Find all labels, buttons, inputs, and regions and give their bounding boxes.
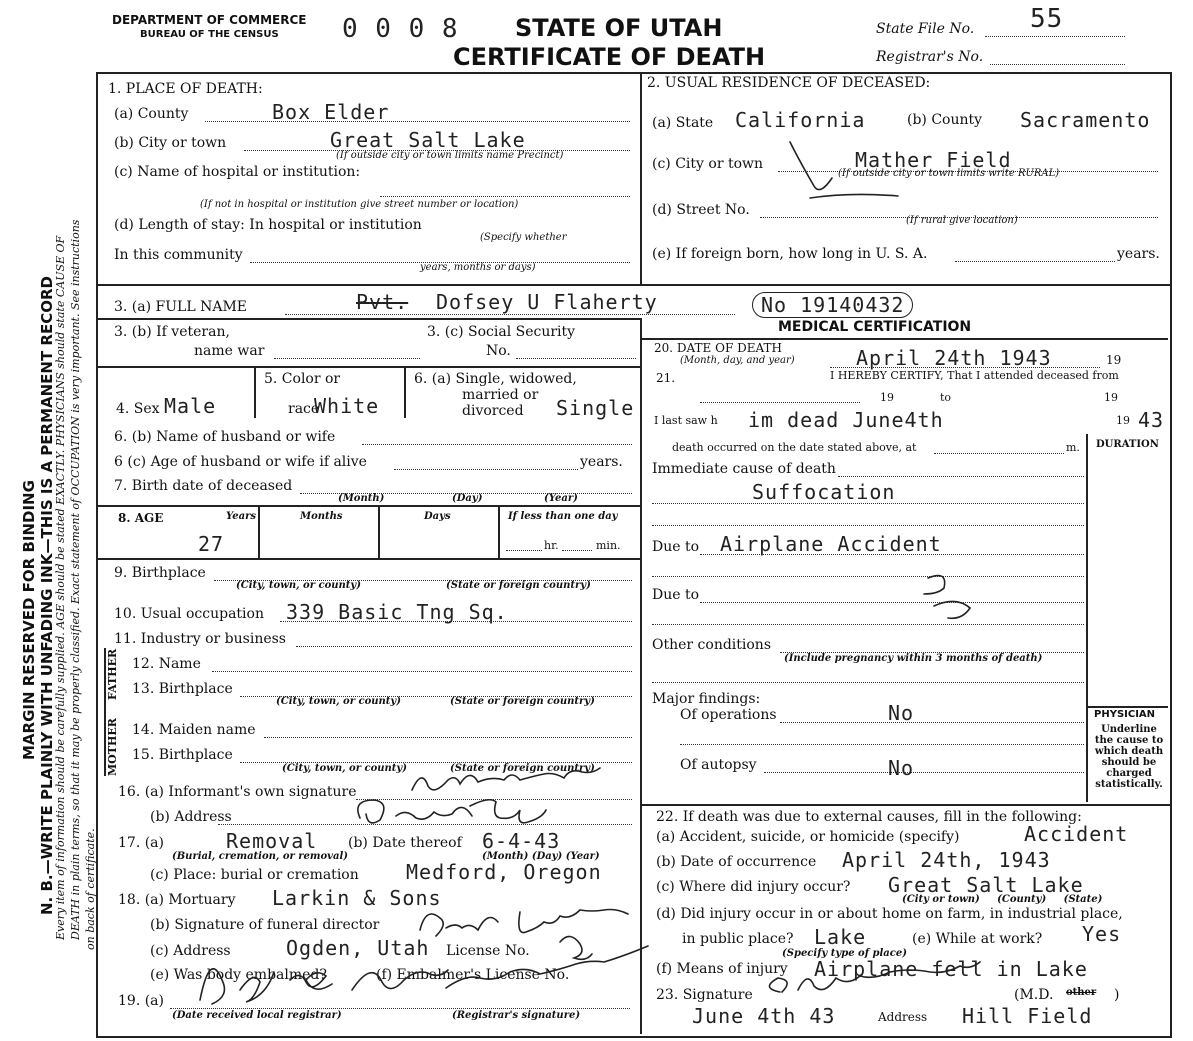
full-name-label: 3. (a) FULL NAME [114, 299, 247, 315]
burial-date-value: 6-4-43 [482, 829, 561, 853]
spouse-age-label: 6 (c) Age of husband or wife if alive [114, 454, 367, 470]
public-place-label: in public place? [682, 931, 794, 947]
margin-instructions-2: DEATH in plain terms, so that it may be properly classified. Exact statement of OCCUPATION is very important. See instructions [69, 219, 82, 940]
margin-instructions-1: Every item of information should be carefully supplied. AGE should be stated EXACTLY. PHYSICIANS should state CAUSE OF [54, 235, 67, 940]
res-street-note: (If rural give location) [906, 215, 1018, 226]
burial-note: (Burial, cremation, or removal) [172, 851, 348, 862]
state-file-label: State File No. [876, 21, 975, 37]
attend-to: to [940, 391, 952, 404]
birthplace-city-note: (City, town, or county) [236, 580, 361, 591]
father-birthplace-label: 13. Birthplace [132, 681, 233, 697]
form-serial: 0 0 0 8 [342, 14, 459, 44]
mother-birthplace-label: 15. Birthplace [132, 747, 233, 763]
birth-date-label: 7. Birth date of deceased [114, 478, 293, 494]
means-label: (f) Means of injury [656, 961, 788, 977]
attend-19b: 19 [1104, 391, 1118, 404]
pregnancy-note: (Include pregnancy within 3 months of death) [784, 653, 1043, 664]
death-occurred-m: m. [1066, 441, 1080, 454]
father-label: FATHER [106, 648, 119, 700]
age-hr-label: hr. [544, 539, 559, 552]
mother-maiden-label: 14. Maiden name [132, 722, 256, 738]
certify-text: I HEREBY CERTIFY, That I attended deceased from [830, 369, 1119, 382]
due-to-1-value: Airplane Accident [720, 532, 942, 556]
res-foreign-years: years. [1117, 246, 1160, 262]
registrar-label: Registrar's No. [876, 49, 984, 65]
physician-label: PHYSICIAN [1094, 709, 1156, 720]
autopsy-value: No [888, 756, 915, 780]
death-occurred-label: death occurred on the date stated above, at [672, 441, 917, 454]
mortuary-value: Larkin & Sons [272, 886, 442, 910]
certificate-title: CERTIFICATE OF DEATH [453, 43, 766, 71]
occurrence-date-label: (b) Date of occurrence [656, 854, 817, 870]
full-name-value: Dofsey U Flaherty [436, 290, 658, 314]
physician-address-value: Hill Field [962, 1004, 1093, 1028]
birthplace-state-note: (State or foreign country) [446, 580, 591, 591]
due-to-1-label: Due to [652, 539, 700, 555]
md-close: ) [1114, 987, 1120, 1003]
where-note: (City or town) (County) (State) [902, 894, 1103, 905]
major-findings-label: Major findings: [652, 691, 761, 707]
res-state-label: (a) State [652, 115, 714, 131]
autopsy-label: Of autopsy [680, 757, 757, 773]
death-date-19: 19 [1106, 353, 1122, 367]
where-value: Great Salt Lake [888, 873, 1084, 897]
mother-label: MOTHER [106, 718, 119, 776]
res-street-label: (d) Street No. [652, 202, 750, 218]
father-birth-state-note: (State or foreign country) [450, 696, 595, 707]
occurrence-date-value: April 24th, 1943 [842, 848, 1051, 872]
res-county-label: (b) County [907, 112, 983, 128]
signature-label: 23. Signature [656, 987, 753, 1003]
public-place-value: Lake [814, 925, 867, 949]
accident-label: (a) Accident, suicide, or homicide (specify) [656, 829, 960, 845]
marital-label-1: 6. (a) Single, widowed, [414, 371, 577, 387]
sex-label: 4. Sex [116, 401, 160, 417]
burial-place-label: (c) Place: burial or cremation [150, 867, 359, 883]
embalmer-label: (f) Embalmer's License No. [376, 967, 570, 983]
age-min-label: min. [596, 539, 621, 552]
stay-specify-note: (Specify whether [480, 232, 567, 243]
res-foreign-label: (e) If foreign born, how long in U. S. A. [652, 246, 928, 262]
death-date-label: 20. DATE OF DEATH [654, 341, 782, 355]
means-value: Airplane fell in Lake [814, 957, 1088, 981]
informant-sig-label: 16. (a) Informant's own signature [118, 784, 357, 800]
registrar-row-label: 19. (a) [118, 993, 164, 1009]
death-city-note: (If outside city or town limits name Precinct) [336, 150, 564, 161]
serial-number-value: No 19140432 [752, 292, 913, 318]
death-date-value: April 24th 1943 [856, 346, 1052, 370]
occupation-label: 10. Usual occupation [114, 606, 264, 622]
due-to-2-label: Due to [652, 587, 700, 603]
director-sig-label: (b) Signature of funeral director [150, 917, 380, 933]
res-city-note: (If outside city or town limits write RURAL) [838, 168, 1060, 179]
margin-instructions-3: on back of certificate. [84, 828, 97, 950]
age-months-label: Months [300, 511, 343, 522]
age-years-label: Years [226, 511, 257, 522]
external-heading: 22. If death was due to external causes, fill in the following: [656, 809, 1082, 825]
industry-label: 11. Industry or business [114, 631, 286, 647]
race-value: White [314, 394, 380, 418]
death-date-note: (Month, day, and year) [680, 355, 795, 366]
mother-birth-state-note: (State or foreign country) [450, 763, 595, 774]
ss-no-label: No. [486, 343, 511, 359]
mother-birth-city-note: (City, town, or county) [282, 763, 407, 774]
physician-address-label: Address [878, 1010, 928, 1024]
community-note: years, months or days) [420, 262, 536, 273]
marital-label-2: married or [462, 387, 539, 403]
informant-address-label: (b) Address [150, 809, 232, 825]
residence-heading: 2. USUAL RESIDENCE OF DECEASED: [647, 75, 931, 91]
at-work-value: Yes [1082, 922, 1122, 946]
md-other: other [1066, 987, 1097, 998]
margin-binding-note: MARGIN RESERVED FOR BINDING [20, 480, 38, 760]
age-label: 8. AGE [118, 511, 164, 525]
sex-value: Male [164, 394, 217, 418]
burial-label: 17. (a) [118, 835, 164, 851]
spouse-age-years: years. [580, 454, 623, 470]
stay-label: (d) Length of stay: In hospital or institution [114, 217, 422, 233]
death-city-value: Great Salt Lake [330, 128, 526, 152]
age-days-label: Days [424, 511, 451, 522]
father-name-label: 12. Name [132, 656, 201, 672]
ss-label: 3. (c) Social Security [427, 324, 576, 340]
home-label: (d) Did injury occur in or about home on farm, in industrial place, [656, 906, 1123, 922]
duration-label: DURATION [1096, 439, 1159, 450]
age-less-label: If less than one day [508, 511, 618, 522]
place-type-note: (Specify type of place) [782, 948, 907, 959]
operations-label: Of operations [680, 707, 777, 723]
last-saw-label: I last saw h [654, 414, 718, 427]
color-label: 5. Color or [264, 371, 341, 387]
mortuary-label: 18. (a) Mortuary [118, 892, 236, 908]
father-birth-city-note: (City, town, or county) [276, 696, 401, 707]
marital-label-3: divorced [462, 403, 524, 419]
res-city-value: Mather Field [855, 148, 1012, 172]
burial-date-label: (b) Date thereof [348, 835, 462, 851]
birthplace-label: 9. Birthplace [114, 565, 206, 581]
state-file-value: 55 [1030, 4, 1064, 34]
state-heading: STATE OF UTAH [515, 14, 723, 42]
bureau-label: BUREAU OF THE CENSUS [140, 29, 279, 40]
hospital-label: (c) Name of hospital or institution: [114, 164, 361, 180]
last-saw-year: 43 [1138, 408, 1165, 432]
other-conditions-label: Other conditions [652, 637, 772, 653]
immediate-cause-label: Immediate cause of death [652, 461, 836, 477]
last-saw-19: 19 [1116, 414, 1130, 427]
burial-mdy-note: (Month) (Day) (Year) [482, 851, 600, 862]
certify-number: 21. [656, 371, 676, 385]
accident-value: Accident [1024, 822, 1129, 846]
birth-day-note: (Day) [452, 493, 483, 504]
burial-value: Removal [226, 829, 318, 853]
operations-value: No [888, 701, 915, 725]
dept-label: DEPARTMENT OF COMMERCE [112, 13, 307, 27]
at-work-label: (e) While at work? [912, 931, 1043, 947]
signature-date-value: June 4th 43 [692, 1004, 836, 1028]
marital-value: Single [556, 396, 635, 420]
where-label: (c) Where did injury occur? [656, 879, 851, 895]
physician-note: Underline the cause to which death should be charged statistically. [1094, 724, 1164, 790]
death-county-label: (a) County [114, 106, 189, 122]
spouse-name-label: 6. (b) Name of husband or wife [114, 429, 336, 445]
mortuary-address-value: Ogden, Utah [286, 936, 430, 960]
burial-place-value: Medford, Oregon [406, 860, 602, 884]
last-saw-value: im dead June4th [748, 408, 944, 432]
res-county-value: Sacramento [1020, 108, 1151, 132]
immediate-cause-value: Suffocation [752, 480, 896, 504]
margin-notice: N. B.—WRITE PLAINLY WITH UNFADING INK—THIS IS A PERMANENT RECORD [38, 276, 56, 915]
mortuary-address-label: (c) Address [150, 943, 231, 959]
medical-heading: MEDICAL CERTIFICATION [778, 319, 972, 335]
res-city-label: (c) City or town [652, 156, 764, 172]
place-of-death-heading: 1. PLACE OF DEATH: [108, 81, 263, 97]
community-label: In this community [114, 247, 243, 263]
attend-19: 19 [880, 391, 894, 404]
birth-year-note: (Year) [544, 493, 578, 504]
license-label: License No. [446, 943, 530, 959]
race-label: race [288, 401, 320, 417]
date-received-note: (Date received local registrar) [172, 1010, 342, 1021]
age-years-value: 27 [198, 532, 225, 556]
res-state-value: California [735, 108, 866, 132]
death-city-label: (b) City or town [114, 135, 227, 151]
hospital-note: (If not in hospital or institution give street number or location) [200, 199, 519, 210]
death-county-value: Box Elder [272, 100, 390, 124]
registrar-sig-note: (Registrar's signature) [452, 1010, 581, 1021]
war-label: name war [194, 343, 265, 359]
embalmed-label: (e) Was body embalmed? [150, 967, 327, 983]
veteran-label: 3. (b) If veteran, [114, 324, 230, 340]
rank-value: Pvt. [356, 290, 409, 314]
md-label: (M.D. [1014, 987, 1054, 1003]
occupation-value: 339 Basic Tng Sq. [286, 600, 508, 624]
birth-month-note: (Month) [338, 493, 385, 504]
